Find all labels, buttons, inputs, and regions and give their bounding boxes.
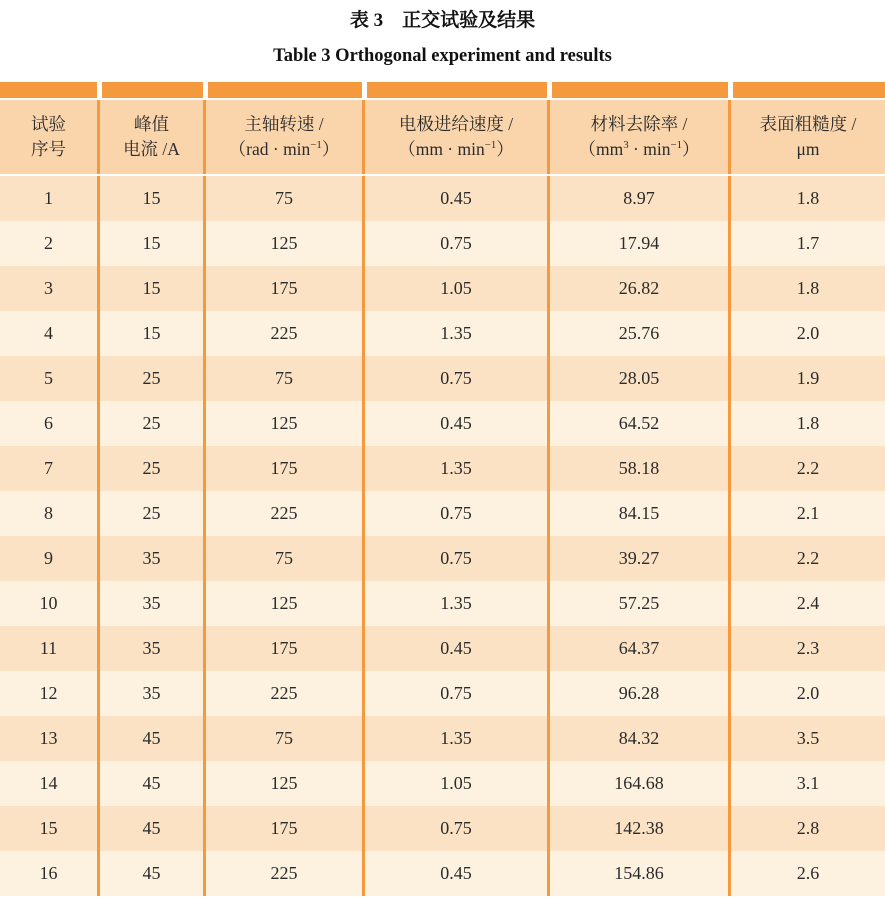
orthogonal-results-table xyxy=(0,82,885,896)
table-cell-material-removal-rate: 84.32 xyxy=(547,716,728,761)
table-top-bar xyxy=(0,82,885,98)
table-cell-peak-current: 15 xyxy=(97,266,203,311)
table-cell-peak-current: 25 xyxy=(97,401,203,446)
table-cell-peak-current: 35 xyxy=(97,536,203,581)
table-cell-spindle-speed: 125 xyxy=(203,401,362,446)
unit-text: （rad · min xyxy=(228,139,311,159)
column-header-peak-current xyxy=(97,100,203,174)
table-row xyxy=(0,401,885,446)
table-cell-run-no: 5 xyxy=(44,368,53,388)
table-cell-material-removal-rate: 164.68 xyxy=(547,761,728,806)
table-cell-spindle-speed: 75 xyxy=(203,176,362,221)
table-cell-peak-current: 25 xyxy=(97,446,203,491)
unit-text: ） xyxy=(321,139,340,159)
table-cell-run-no: 7 xyxy=(44,458,53,478)
table-cell-material-removal-rate: 39.27 xyxy=(547,536,728,581)
table-cell-spindle-speed: 225 xyxy=(203,311,362,356)
table-cell-run-no: 3 xyxy=(44,278,53,298)
table-cell-run-no: 6 xyxy=(44,413,53,433)
table-cell-surface-roughness: 2.8 xyxy=(728,806,885,851)
header-line1: 主轴转速 / xyxy=(244,114,324,134)
table-cell-spindle-speed: 125 xyxy=(203,581,362,626)
table-cell-material-removal-rate: 154.86 xyxy=(547,851,728,896)
table-cell-peak-current: 45 xyxy=(97,851,203,896)
table-row xyxy=(0,671,885,716)
table-cell-material-removal-rate: 57.25 xyxy=(547,581,728,626)
table-cell-surface-roughness: 1.8 xyxy=(728,266,885,311)
table-cell-surface-roughness: 3.5 xyxy=(728,716,885,761)
top-bar-segment xyxy=(97,82,203,98)
unit-superscript: −1 xyxy=(310,139,322,152)
header-line2 xyxy=(797,137,820,162)
table-cell-peak-current: 35 xyxy=(97,671,203,716)
table-cell-electrode-feed-rate: 0.75 xyxy=(362,536,547,581)
table-cell-run-no: 8 xyxy=(44,503,53,523)
unit-text: （mm xyxy=(578,139,624,159)
table-cell-electrode-feed-rate: 0.75 xyxy=(362,356,547,401)
table-cell-surface-roughness: 2.2 xyxy=(728,446,885,491)
header-line2 xyxy=(398,137,514,162)
top-bar-segment xyxy=(547,82,728,98)
table-cell-peak-current: 15 xyxy=(97,221,203,266)
table-cell-spindle-speed: 75 xyxy=(203,356,362,401)
unit-text: ） xyxy=(682,139,700,159)
table-cell-electrode-feed-rate: 1.35 xyxy=(362,446,547,491)
table-cell-electrode-feed-rate: 1.35 xyxy=(362,581,547,626)
table-cell-run-no: 11 xyxy=(39,638,58,658)
table-cell-run-no: 16 xyxy=(39,863,58,883)
header-line2 xyxy=(123,137,180,162)
table-cell-material-removal-rate: 58.18 xyxy=(547,446,728,491)
table-row xyxy=(0,311,885,356)
table-title-chinese: 表 3 正交试验及结果 xyxy=(349,10,536,31)
table-cell-surface-roughness: 2.0 xyxy=(728,311,885,356)
table-body xyxy=(0,176,885,896)
column-header-spindle-speed xyxy=(203,100,362,174)
table-cell-electrode-feed-rate: 1.35 xyxy=(362,716,547,761)
table-cell-material-removal-rate: 84.15 xyxy=(547,491,728,536)
table-cell-electrode-feed-rate: 0.75 xyxy=(362,491,547,536)
table-cell-electrode-feed-rate: 1.05 xyxy=(362,761,547,806)
table-cell-electrode-feed-rate: 0.75 xyxy=(362,806,547,851)
unit-text: （mm · min xyxy=(398,139,485,159)
table-cell-electrode-feed-rate: 0.45 xyxy=(362,401,547,446)
table-cell-electrode-feed-rate: 1.35 xyxy=(362,311,547,356)
table-cell-peak-current: 35 xyxy=(97,581,203,626)
table-cell-material-removal-rate: 8.97 xyxy=(547,176,728,221)
unit-text: · min xyxy=(628,139,671,159)
table-cell-surface-roughness: 2.3 xyxy=(728,626,885,671)
header-line1: 电极进给速度 / xyxy=(398,114,514,134)
table-cell-spindle-speed: 125 xyxy=(203,761,362,806)
table-cell-spindle-speed: 225 xyxy=(203,491,362,536)
table-cell-material-removal-rate: 25.76 xyxy=(547,311,728,356)
header-line2 xyxy=(578,137,699,162)
top-bar-segment xyxy=(362,82,547,98)
table-cell-run-no: 13 xyxy=(39,728,58,748)
column-header-material-removal-rate xyxy=(547,100,728,174)
table-cell-run-no: 2 xyxy=(44,233,53,253)
table-cell-surface-roughness: 2.2 xyxy=(728,536,885,581)
table-cell-spindle-speed: 175 xyxy=(203,626,362,671)
table-cell-electrode-feed-rate: 0.45 xyxy=(362,176,547,221)
table-cell-peak-current: 45 xyxy=(97,716,203,761)
table-cell-run-no: 1 xyxy=(44,188,53,208)
table-cell-surface-roughness: 1.8 xyxy=(728,401,885,446)
table-cell-spindle-speed: 175 xyxy=(203,806,362,851)
table-row xyxy=(0,266,885,311)
table-cell-material-removal-rate: 64.37 xyxy=(547,626,728,671)
table-cell-spindle-speed: 125 xyxy=(203,221,362,266)
table-cell-peak-current: 45 xyxy=(97,761,203,806)
header-line1: 试验 xyxy=(31,114,66,134)
table-cell-surface-roughness: 2.1 xyxy=(728,491,885,536)
header-line1: 峰值 xyxy=(134,114,169,134)
table-cell-electrode-feed-rate: 0.45 xyxy=(362,851,547,896)
table-cell-run-no: 10 xyxy=(39,593,58,613)
table-cell-peak-current: 15 xyxy=(97,176,203,221)
column-header-surface-roughness xyxy=(728,100,885,174)
unit-text: ） xyxy=(496,139,514,159)
table-row xyxy=(0,581,885,626)
table-row xyxy=(0,491,885,536)
table-cell-run-no: 4 xyxy=(44,323,53,343)
table-cell-material-removal-rate: 142.38 xyxy=(547,806,728,851)
table-row xyxy=(0,446,885,491)
table-cell-run-no: 15 xyxy=(39,818,58,838)
unit-superscript: 3 xyxy=(623,139,629,152)
table-cell-surface-roughness: 2.6 xyxy=(728,851,885,896)
table-cell-material-removal-rate: 96.28 xyxy=(547,671,728,716)
table-cell-peak-current: 25 xyxy=(97,356,203,401)
column-header-run-no xyxy=(0,100,97,174)
table-row xyxy=(0,806,885,851)
header-line1: 材料去除率 / xyxy=(590,114,688,134)
table-cell-electrode-feed-rate: 0.75 xyxy=(362,221,547,266)
column-header-electrode-feed-rate xyxy=(362,100,547,174)
table-cell-spindle-speed: 75 xyxy=(203,716,362,761)
table-row xyxy=(0,356,885,401)
table-cell-electrode-feed-rate: 0.75 xyxy=(362,671,547,716)
unit-superscript: −1 xyxy=(670,139,682,152)
table-cell-spindle-speed: 225 xyxy=(203,671,362,716)
top-bar-segment xyxy=(0,82,97,98)
header-line2 xyxy=(229,137,340,162)
table-cell-material-removal-rate: 28.05 xyxy=(547,356,728,401)
table-title-english: Table 3 Orthogonal experiment and results xyxy=(273,46,612,66)
table-row xyxy=(0,536,885,581)
table-row xyxy=(0,851,885,896)
header-line1: 表面粗糙度 / xyxy=(759,114,857,134)
top-bar-segment xyxy=(203,82,362,98)
unit-text: 序号 xyxy=(31,139,66,159)
table-cell-run-no: 12 xyxy=(39,683,58,703)
table-cell-peak-current: 25 xyxy=(97,491,203,536)
table-cell-spindle-speed: 75 xyxy=(203,536,362,581)
table-cell-run-no: 14 xyxy=(39,773,58,793)
table-cell-material-removal-rate: 17.94 xyxy=(547,221,728,266)
table-cell-electrode-feed-rate: 1.05 xyxy=(362,266,547,311)
table-row xyxy=(0,761,885,806)
unit-text: μm xyxy=(796,139,820,159)
table-header-row xyxy=(0,100,885,174)
table-cell-material-removal-rate: 26.82 xyxy=(547,266,728,311)
table-cell-surface-roughness: 1.9 xyxy=(728,356,885,401)
unit-text: 电流 /A xyxy=(123,139,180,159)
table-cell-run-no: 9 xyxy=(44,548,53,568)
table-cell-surface-roughness: 2.0 xyxy=(728,671,885,716)
table-row xyxy=(0,716,885,761)
unit-superscript: −1 xyxy=(484,139,497,152)
table-cell-surface-roughness: 3.1 xyxy=(728,761,885,806)
table-cell-peak-current: 15 xyxy=(97,311,203,356)
header-line2 xyxy=(31,137,66,162)
table-cell-spindle-speed: 175 xyxy=(203,266,362,311)
table-cell-surface-roughness: 1.7 xyxy=(728,221,885,266)
table-cell-peak-current: 35 xyxy=(97,626,203,671)
table-cell-electrode-feed-rate: 0.45 xyxy=(362,626,547,671)
table-cell-surface-roughness: 1.8 xyxy=(728,176,885,221)
table-row xyxy=(0,626,885,671)
table-cell-peak-current: 45 xyxy=(97,806,203,851)
table-cell-spindle-speed: 225 xyxy=(203,851,362,896)
table-cell-surface-roughness: 2.4 xyxy=(728,581,885,626)
top-bar-segment xyxy=(728,82,885,98)
table-row xyxy=(0,221,885,266)
table-cell-material-removal-rate: 64.52 xyxy=(547,401,728,446)
table-cell-spindle-speed: 175 xyxy=(203,446,362,491)
table-row xyxy=(0,176,885,221)
